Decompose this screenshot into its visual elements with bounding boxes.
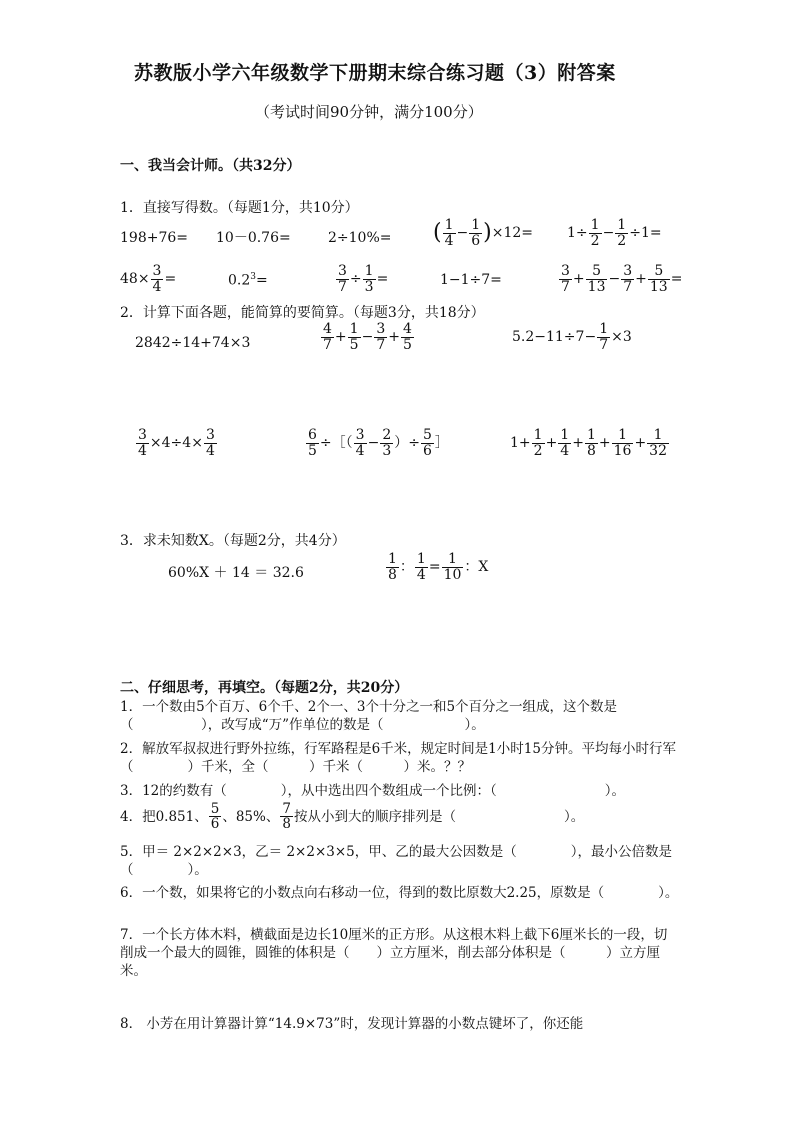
q3-heading: 3．求未知数X。（每题2分，共4分） <box>120 533 346 549</box>
q2-heading: 2．计算下面各题，能简算的要简算。（每题3分，共18分） <box>120 305 485 321</box>
q1-item-4: ( $\frac{1}{4}$ − $\frac{1}{6}$ ) ×12= <box>433 217 534 249</box>
q1-item-10: $\frac{3}{7}$ + $\frac{5}{13}$ − $\frac{3}{7}$ + $\frac{5}{13}$ = <box>561 263 683 295</box>
q3-item-b: $\frac{1}{8}$ ： $\frac{1}{4}$ = $\frac{1}{10}$ ：X <box>388 551 489 583</box>
q1-item-5: 1÷ $\frac{1}{2}$ − $\frac{1}{2}$ ÷1= <box>567 217 662 249</box>
fill-item-3: 3．12的约数有（ ），从中选出四个数组成一个比例：（ ）。 <box>120 783 626 799</box>
q1-item-8: $\frac{3}{7}$ ÷ $\frac{1}{3}$ = <box>338 263 389 295</box>
q2-item-f: 1+ $\frac{1}{2}$ + $\frac{1}{4}$ + $\frac{1}{8}$ + $\frac{1}{16}$ + $\frac{1}{32}$ <box>510 427 667 459</box>
page-title: 苏教版小学六年级数学下册期末综合练习题（3）附答案 <box>134 62 616 84</box>
q1-heading: 1．直接写得数。（每题1分，共10分） <box>120 200 359 216</box>
q1-item-7: $0.2^3=$ <box>228 272 268 289</box>
fill-item-1: 1．一个数由5个百万、6个千、2个一、3个十分之一和5个百分之一组成，这个数是（ ），改写成“万”作单位的数是（ ）。 <box>120 699 618 734</box>
fill-item-5: 5．甲＝ 2×2×2×3，乙＝ 2×2×3×5，甲、乙的最大公因数是（ ），最小公倍数是（ ）。 <box>120 844 673 879</box>
q2-item-c: 5.2−11÷7− $\frac{1}{7}$ ×3 <box>512 321 632 353</box>
q1-item-6: 48× $\frac{3}{4}$ = <box>120 263 177 295</box>
fill-item-6: 6．一个数，如果将它的小数点向右移动一位，得到的数比原数大2.25，原数是（ ）。 <box>120 885 679 901</box>
q2-item-a: 2842÷14+74×3 <box>135 335 251 351</box>
section-1-heading: 一、我当会计师。（共32分） <box>120 158 301 174</box>
q3-item-a: 60%X ＋ 14 ＝ 32.6 <box>168 565 304 581</box>
q1-item-2: 10－0.76= <box>216 230 291 246</box>
section-2-heading: 二、仔细思考，再填空。（每题2分，共20分） <box>120 680 409 696</box>
fill-item-4: 4．把0.851、 $\frac{5}{6}$ 、85%、 $\frac{7}{8}$ 按从小到大的顺序排列是（ ）。 <box>120 801 585 833</box>
fill-item-7: 7．一个长方体木料，横截面是边长10厘米的正方形。从这根木料上截下6厘米长的一段，切削成一个最大的圆锥，圆锥的体积是（ ）立方厘米，削去部分体积是（ ）立方厘米。 <box>120 927 668 980</box>
fill-item-8: 8． 小芳在用计算器计算“14.9×73”时，发现计算器的小数点键坏了，你还能 <box>120 1016 584 1032</box>
fill-item-2: 2．解放军叔叔进行野外拉练，行军路程是6千米，规定时间是1小时15分钟。平均每小时行军（ ）千米，全（ ）千米（ ）米。？？ <box>120 741 676 776</box>
q2-item-b: $\frac{4}{7}$ + $\frac{1}{5}$ − $\frac{3}{7}$ + $\frac{4}{5}$ <box>323 321 412 353</box>
q1-item-1: 198+76= <box>120 230 188 246</box>
page-subtitle: （考试时间90分钟，满分100分） <box>255 103 483 121</box>
q2-item-d: $\frac{3}{4}$ ×4÷4× $\frac{3}{4}$ <box>138 427 215 459</box>
q1-item-9: 1−1÷7= <box>440 272 502 288</box>
q2-item-e: $\frac{6}{5}$ ÷［（ $\frac{3}{4}$ − $\frac{2}{3}$ ）÷ $\frac{5}{6}$ ］ <box>308 427 449 459</box>
q1-item-3: 2÷10%= <box>328 230 392 246</box>
